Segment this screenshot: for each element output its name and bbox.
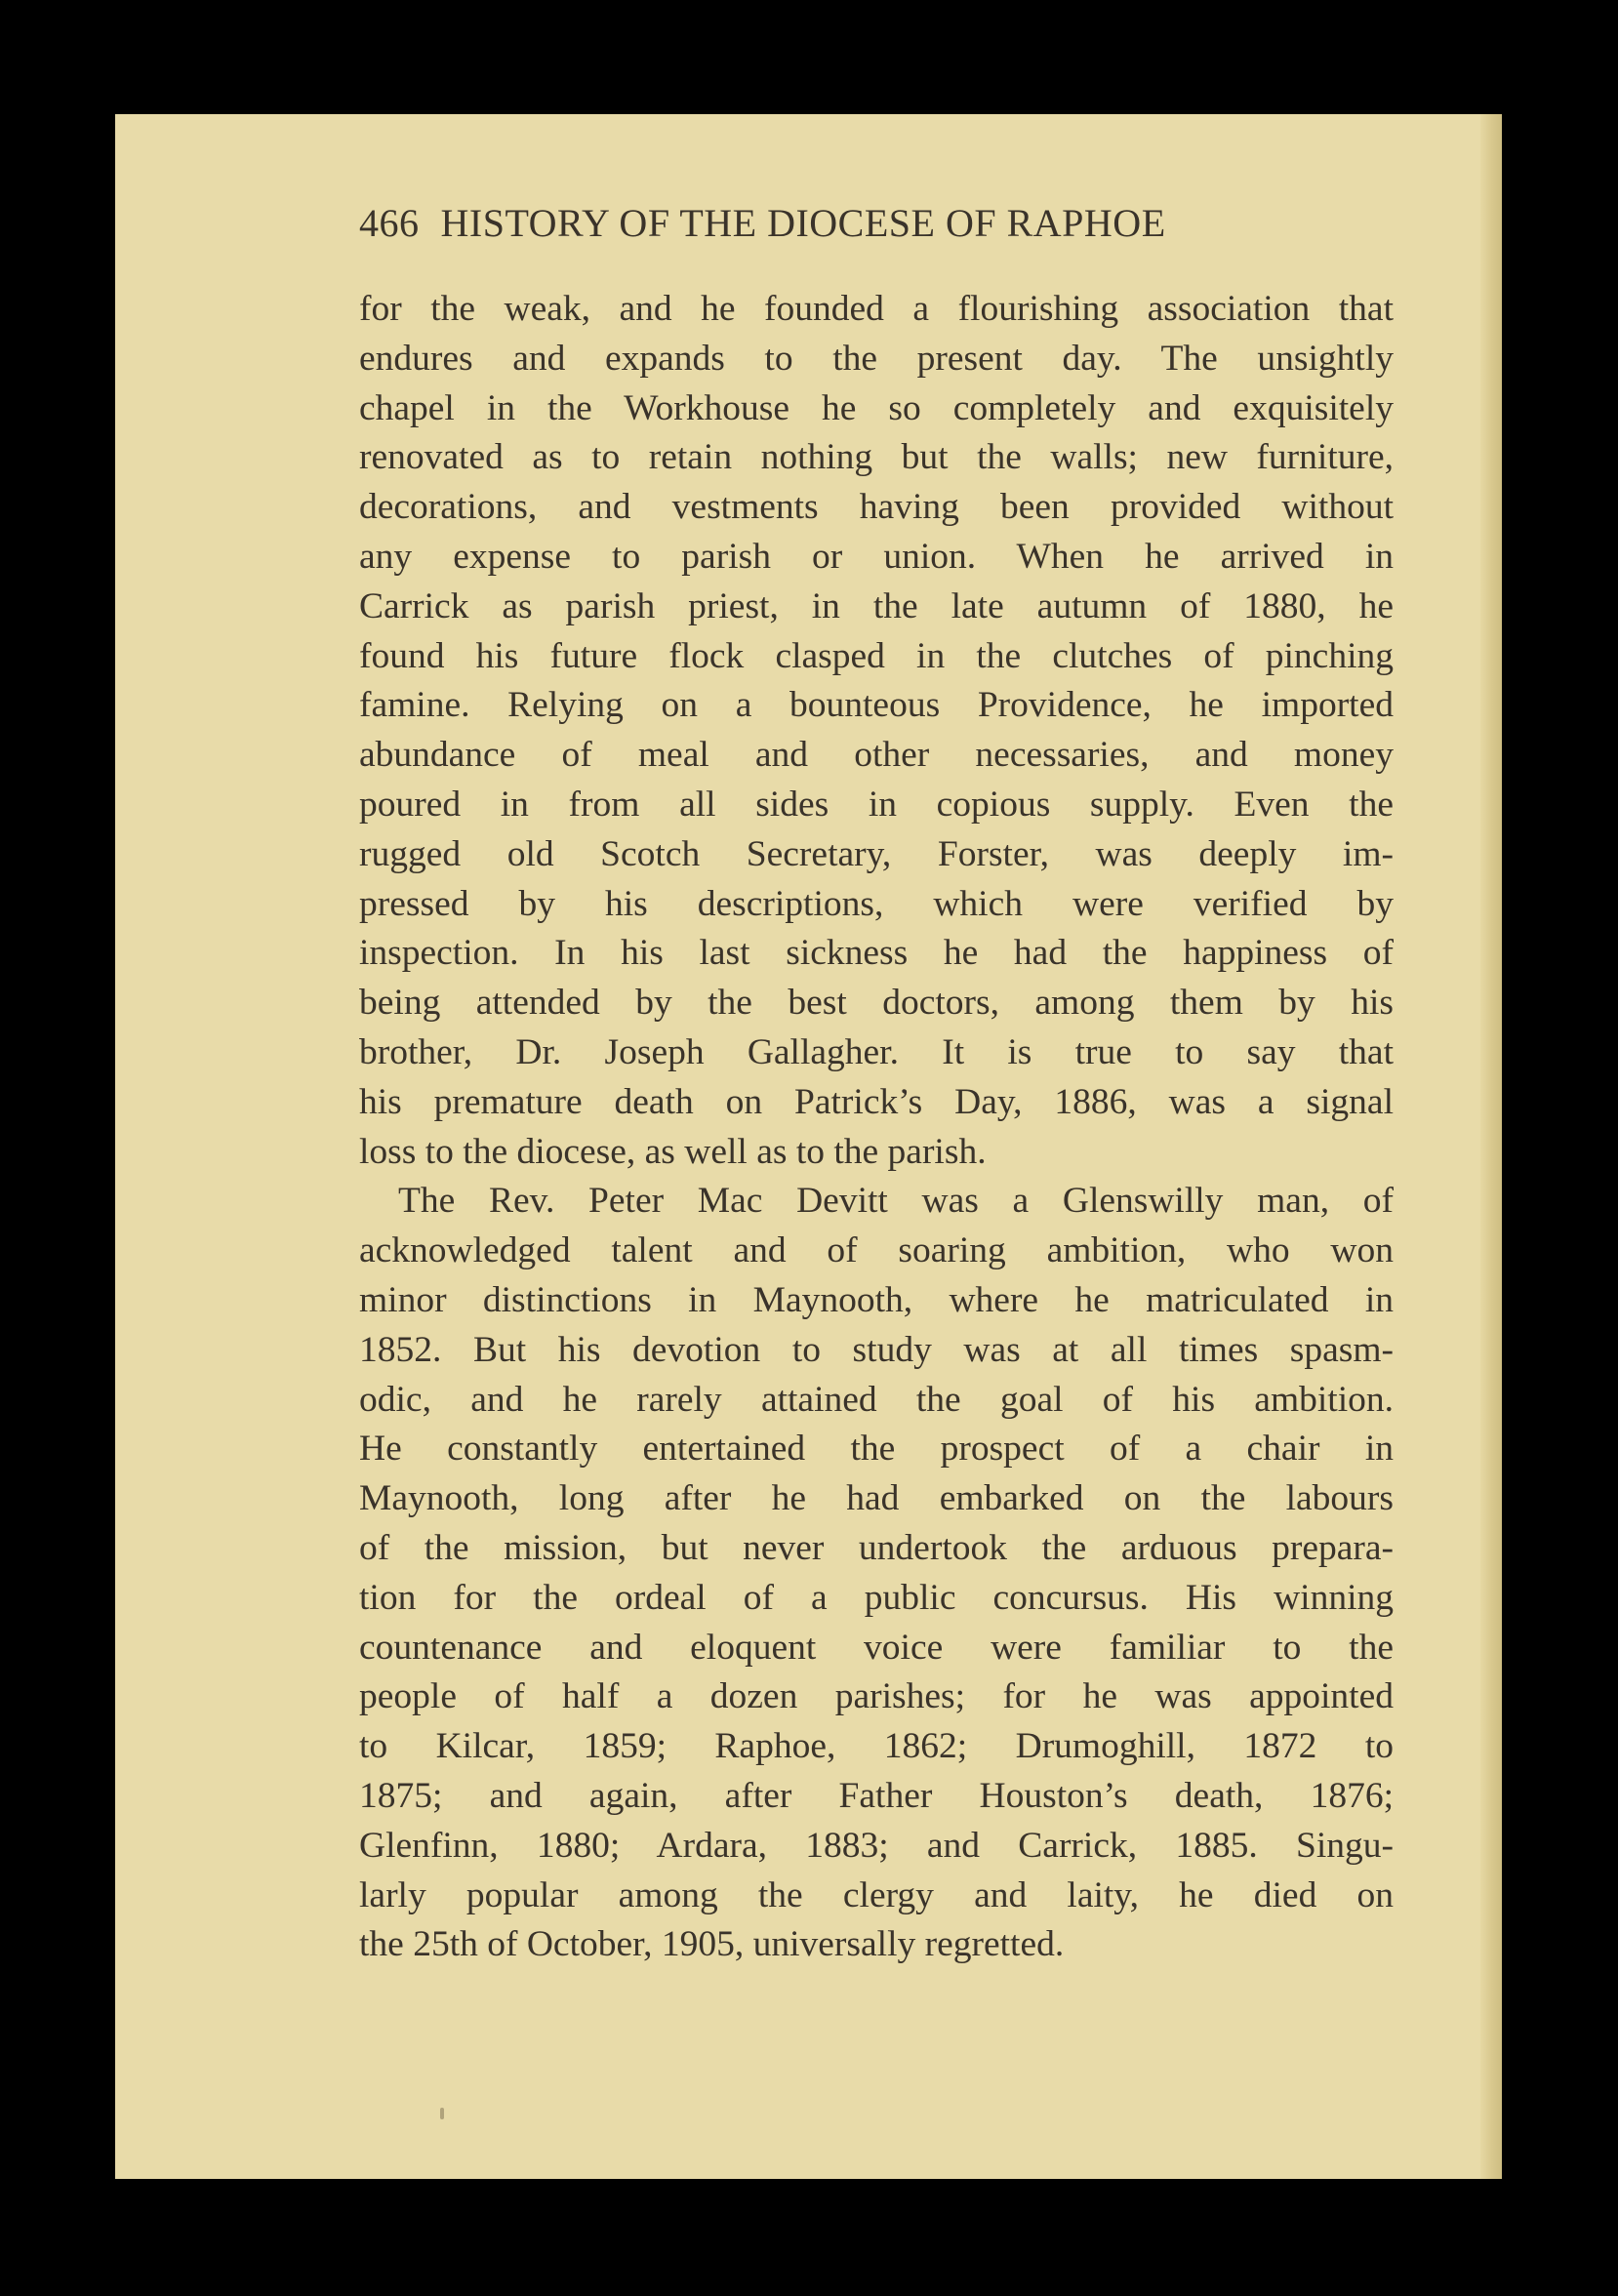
text-line: any expense to parish or union. When he arrived in: [359, 536, 1394, 577]
text-line: tion for the ordeal of a public concursus. His winning: [359, 1577, 1394, 1618]
text-line: brother, Dr. Joseph Gallagher. It is true to say that: [359, 1031, 1394, 1072]
text-line: rugged old Scotch Secretary, Forster, was deeply im-: [359, 833, 1394, 874]
text-line: 1875; and again, after Father Houston’s death, 1876;: [359, 1775, 1394, 1816]
text-line: odic, and he rarely attained the goal of his ambition.: [359, 1379, 1394, 1420]
text-line: 1852. But his devotion to study was at all times spasm-: [359, 1329, 1394, 1370]
text-line: decorations, and vestments having been provided without: [359, 487, 1394, 528]
page-edge: [1480, 114, 1502, 2179]
text-line: the 25th of October, 1905, universally regretted.: [359, 1924, 1065, 1965]
text-line: found his future flock clasped in the clutches of pinching: [359, 635, 1394, 676]
text-line: He constantly entertained the prospect of a chair in: [359, 1429, 1394, 1470]
text-line: his premature death on Patrick’s Day, 1886, was a signal: [359, 1081, 1394, 1122]
text-line: to Kilcar, 1859; Raphoe, 1862; Drumoghill, 1872 to: [359, 1726, 1394, 1767]
text-line: minor distinctions in Maynooth, where he matriculated in: [359, 1279, 1394, 1320]
text-line: people of half a dozen parishes; for he was appointed: [359, 1676, 1394, 1717]
text-line: Glenfinn, 1880; Ardara, 1883; and Carrick, 1885. Singu-: [359, 1825, 1394, 1866]
text-line: loss to the diocese, as well as to the parish.: [359, 1131, 987, 1172]
paragraph-1: [359, 285, 1394, 1177]
text-line: famine. Relying on a bounteous Providence, he imported: [359, 685, 1394, 726]
paper-speck: [440, 2108, 444, 2119]
text-line: abundance of meal and other necessaries, and money: [359, 735, 1394, 776]
text-line: being attended by the best doctors, among them by his: [359, 983, 1394, 1024]
text-line: poured in from all sides in copious supply. Even the: [359, 784, 1394, 825]
text-line: for the weak, and he founded a flourishing association that: [359, 289, 1394, 329]
text-line: of the mission, but never undertook the arduous prepara-: [359, 1527, 1394, 1568]
text-line: renovated as to retain nothing but the walls; new furniture,: [359, 437, 1394, 478]
page-number: 466: [359, 201, 420, 245]
text-line: endures and expands to the present day. The unsightly: [359, 338, 1394, 379]
book-page: [115, 114, 1502, 2179]
text-line: countenance and eloquent voice were familiar to the: [359, 1627, 1394, 1668]
running-header: [359, 200, 1384, 246]
text-line: pressed by his descriptions, which were verified by: [359, 883, 1394, 924]
paragraph-2: [359, 1177, 1394, 1970]
text-line: Carrick as parish priest, in the late autumn of 1880, he: [359, 585, 1394, 626]
text-line: The Rev. Peter Mac Devitt was a Glenswilly man, of: [398, 1181, 1394, 1222]
text-line: acknowledged talent and of soaring ambition, who won: [359, 1230, 1394, 1271]
text-line: larly popular among the clergy and laity, he died on: [359, 1874, 1394, 1915]
text-line: inspection. In his last sickness he had the happiness of: [359, 933, 1394, 974]
text-line: Maynooth, long after he had embarked on the labours: [359, 1478, 1394, 1519]
running-title: HISTORY OF THE DIOCESE OF RAPHOE: [440, 201, 1166, 245]
text-line: chapel in the Workhouse he so completely and exquisitely: [359, 387, 1394, 428]
body-text: [359, 285, 1394, 1970]
